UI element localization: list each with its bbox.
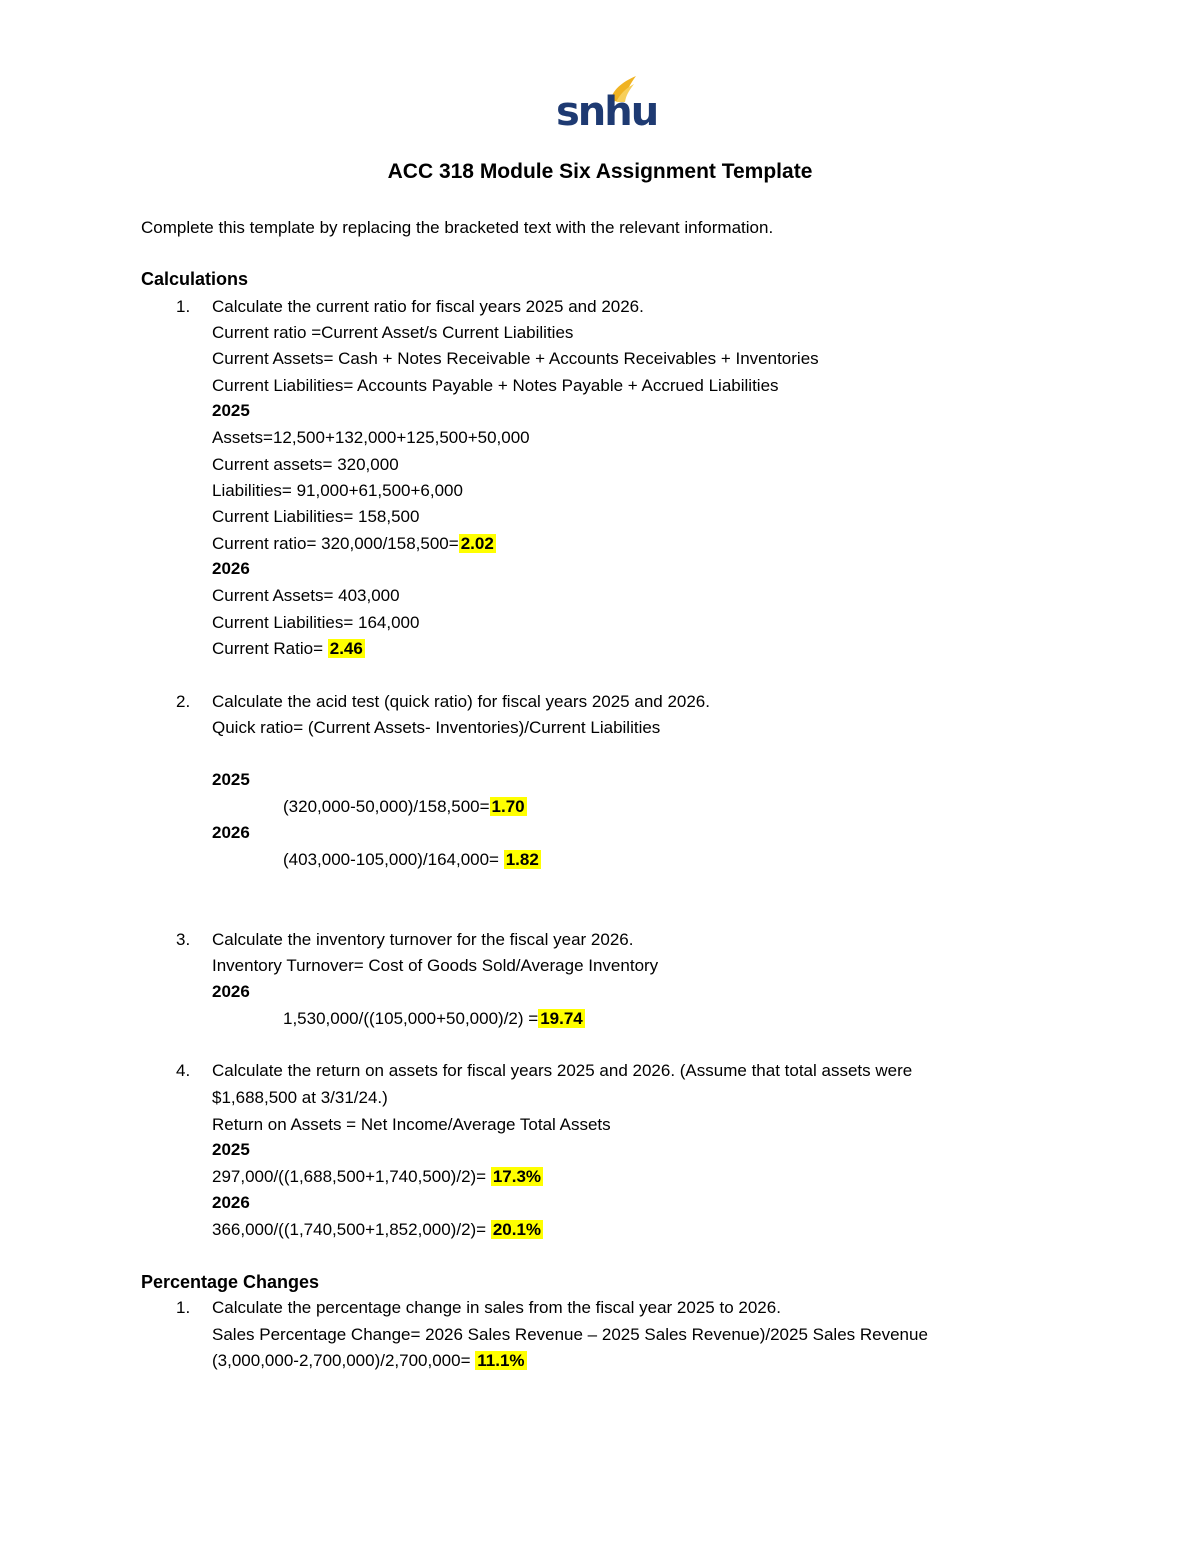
q4-2026-result: 20.1% xyxy=(492,1220,542,1239)
q3-number: 3. xyxy=(176,930,191,949)
q3-prompt: Calculate the inventory turnover for the fiscal year 2026. xyxy=(212,930,634,949)
q3-line-a1: 1,530,000/((105,000+50,000)/2) = 19.74 xyxy=(283,1009,583,1028)
q1-number: 1. xyxy=(176,297,191,316)
q2-line-b1: (403,000-105,000)/164,000= 1.82 xyxy=(283,850,539,869)
q1-line-b3: Current Ratio= 2.46 xyxy=(212,639,363,658)
logo-wordmark: snhu xyxy=(556,89,658,135)
q1-line-a5: Current ratio= 320,000/158,500= 2.02 xyxy=(212,534,494,553)
q1-prompt: Calculate the current ratio for fiscal years 2025 and 2026. xyxy=(212,297,644,316)
calculations-heading: Calculations xyxy=(141,269,249,289)
q1-2025-result: 2.02 xyxy=(460,534,494,553)
q2-formula: Quick ratio= (Current Assets- Inventories)/Current Liabilities xyxy=(212,718,661,737)
q4-number: 4. xyxy=(176,1061,191,1080)
q2-year-2025: 2025 xyxy=(212,770,250,789)
q2-2025-result: 1.70 xyxy=(491,797,525,816)
pc1-result: 11.1% xyxy=(477,1351,525,1370)
pc1-line-a1: (3,000,000-2,700,000)/2,700,000= 11.1% xyxy=(212,1351,525,1370)
q1-line-a4: Current Liabilities= 158,500 xyxy=(212,507,420,526)
q1-line-a1: Assets=12,500+132,000+125,500+50,000 xyxy=(212,428,530,447)
pc1-number: 1. xyxy=(176,1298,191,1317)
percentage-changes-heading: Percentage Changes xyxy=(141,1272,320,1292)
q2-line-a1: (320,000-50,000)/158,500= 1.70 xyxy=(283,797,525,816)
q4-year-2025: 2025 xyxy=(212,1140,250,1159)
q1-2026-result: 2.46 xyxy=(329,639,363,658)
q1-line-a3: Liabilities= 91,000+61,500+6,000 xyxy=(212,481,463,500)
q4-formula: Return on Assets = Net Income/Average Total Assets xyxy=(212,1115,611,1134)
q2-2026-result: 1.82 xyxy=(505,850,539,869)
q2-number: 2. xyxy=(176,692,191,711)
q4-line-b1: 366,000/((1,740,500+1,852,000)/2)= 20.1% xyxy=(212,1220,542,1239)
q1-formula-1: Current ratio =Current Asset/s Current Liabilities xyxy=(212,323,574,342)
snhu-logo xyxy=(554,74,658,135)
q4-2025-result: 17.3% xyxy=(492,1167,542,1186)
q1-formula-2: Current Assets= Cash + Notes Receivable + Accounts Receivables + Inventories xyxy=(212,349,819,368)
q2-prompt: Calculate the acid test (quick ratio) for fiscal years 2025 and 2026. xyxy=(212,692,710,711)
intro-text: Complete this template by replacing the bracketed text with the relevant information. xyxy=(141,218,774,237)
pc1-formula: Sales Percentage Change= 2026 Sales Revenue – 2025 Sales Revenue)/2025 Sales Revenue xyxy=(212,1325,928,1344)
q4-year-2026: 2026 xyxy=(212,1193,250,1212)
q4-prompt-2: $1,688,500 at 3/31/24.) xyxy=(212,1088,388,1107)
q1-line-b1: Current Assets= 403,000 xyxy=(212,586,400,605)
q1-year-2026: 2026 xyxy=(212,559,250,578)
q4-line-a1: 297,000/((1,688,500+1,740,500)/2)= 17.3% xyxy=(212,1167,542,1186)
q3-year-2026: 2026 xyxy=(212,982,250,1001)
q3-2026-result: 19.74 xyxy=(540,1009,583,1028)
q1-line-a2: Current assets= 320,000 xyxy=(212,455,399,474)
page-title: ACC 318 Module Six Assignment Template xyxy=(387,160,813,183)
q4-prompt-1: Calculate the return on assets for fiscal years 2025 and 2026. (Assume that total assets were xyxy=(212,1061,913,1080)
q2-year-2026: 2026 xyxy=(212,823,250,842)
q1-line-b2: Current Liabilities= 164,000 xyxy=(212,613,420,632)
q3-formula: Inventory Turnover= Cost of Goods Sold/Average Inventory xyxy=(212,956,659,975)
q1-formula-3: Current Liabilities= Accounts Payable + Notes Payable + Accrued Liabilities xyxy=(212,376,779,395)
q1-year-2025: 2025 xyxy=(212,401,250,420)
pc1-prompt: Calculate the percentage change in sales from the fiscal year 2025 to 2026. xyxy=(212,1298,781,1317)
